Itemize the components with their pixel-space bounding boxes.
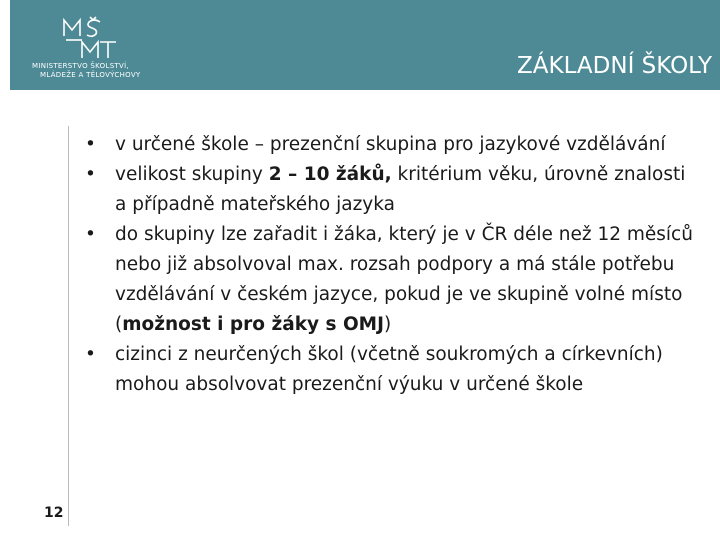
vertical-divider (68, 126, 69, 526)
bullet-icon: • (85, 224, 96, 245)
bullet-text: v určené škole – prezenční skupina pro jazykové vzdělávání (115, 134, 666, 155)
header-banner (10, 0, 720, 90)
bullet-icon: • (85, 134, 96, 155)
logo-text-line2: MLÁDEŽE A TĚLOVÝCHOVY (40, 71, 141, 79)
slide-title: ZÁKLADNÍ ŠKOLY (517, 53, 712, 79)
bullet-item-enrollment (85, 220, 695, 340)
bullet-text-bold: možnost i pro žáky s OMJ (122, 314, 384, 335)
page-number: 12 (44, 505, 64, 521)
bullet-text: ) (383, 314, 392, 335)
bullet-text: kritérium věku, úrovně znalosti a případně mateřského jazyka (115, 164, 686, 215)
bullet-text-bold: 2 – 10 žáků, (268, 164, 392, 185)
logo-text-line1: MINISTERSTVO ŠKOLSTVÍ, (32, 62, 129, 70)
bullet-text: velikost skupiny (115, 164, 269, 185)
bullet-text: do skupiny lze zařadit i žáka, který je v ČR déle než 12 měsíců nebo již absolvoval max. rozsah podpory a má stále potřebu vzdělávání v českém jazyce, pokud je ve skupině volné místo ( (115, 224, 693, 335)
msmt-logo (30, 12, 170, 82)
bullet-text: cizinci z neurčených škol (včetně soukromých a církevních) mohou absolvovat prezenční výuku v určené škole (115, 344, 663, 395)
bullet-item-group-size (85, 160, 695, 220)
msmt-monogram-icon (60, 16, 120, 60)
bullet-item-foreigners (85, 340, 695, 400)
bullet-icon: • (85, 164, 96, 185)
bullet-icon: • (85, 344, 96, 365)
bullet-list (85, 130, 695, 400)
bullet-item-designated-school (85, 130, 695, 160)
